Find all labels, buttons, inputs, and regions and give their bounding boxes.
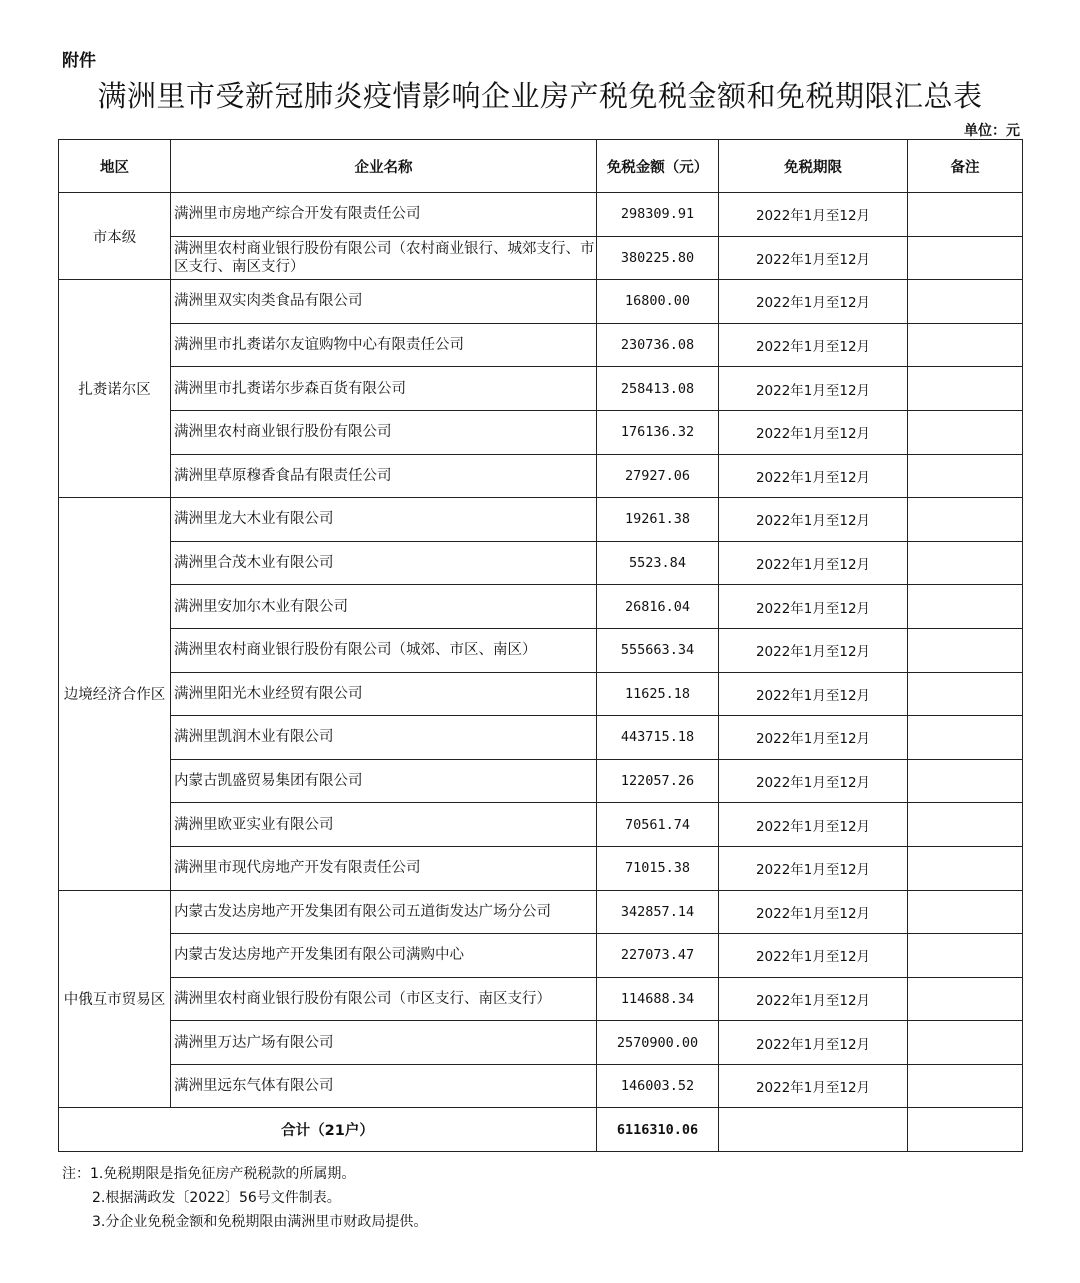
region-cell: 扎赉诺尔区 [59,280,171,498]
remark-cell [908,716,1023,760]
table-row [59,280,1023,324]
total-remark [908,1108,1023,1152]
period-cell: 2022年1月至12月 [719,759,908,803]
company-name-cell: 满洲里市扎赉诺尔友谊购物中心有限责任公司 [171,323,597,367]
company-name-cell: 满洲里龙大木业有限公司 [171,498,597,542]
company-name-cell: 满洲里市扎赉诺尔步森百货有限公司 [171,367,597,411]
table-row [59,323,1023,367]
table-row [59,585,1023,629]
amount-cell: 70561.74 [597,803,719,847]
table-row [59,410,1023,454]
amount-cell: 71015.38 [597,846,719,890]
table-row [59,541,1023,585]
table-body [59,193,1023,1108]
period-cell: 2022年1月至12月 [719,585,908,629]
company-name-cell: 满洲里农村商业银行股份有限公司（农村商业银行、城郊支行、市区支行、南区支行） [171,236,597,280]
remark-cell [908,280,1023,324]
note-2: 2.根据满政发〔2022〕56号文件制表。 [92,1190,341,1206]
company-name-cell: 满洲里市房地产综合开发有限责任公司 [171,193,597,237]
company-name-cell: 满洲里阳光木业经贸有限公司 [171,672,597,716]
table-row [59,193,1023,237]
company-name-cell: 内蒙古发达房地产开发集团有限公司满购中心 [171,934,597,978]
period-cell: 2022年1月至12月 [719,846,908,890]
company-name-cell: 满洲里农村商业银行股份有限公司 [171,410,597,454]
remark-cell [908,672,1023,716]
remark-cell [908,1064,1023,1108]
company-name-cell: 满洲里双实肉类食品有限公司 [171,280,597,324]
remark-cell [908,846,1023,890]
table-row [59,1021,1023,1065]
table-row [59,977,1023,1021]
table-row [59,454,1023,498]
amount-cell: 11625.18 [597,672,719,716]
remark-cell [908,323,1023,367]
company-name-cell: 满洲里安加尔木业有限公司 [171,585,597,629]
header-name: 企业名称 [171,140,597,193]
amount-cell: 443715.18 [597,716,719,760]
period-cell: 2022年1月至12月 [719,672,908,716]
period-cell: 2022年1月至12月 [719,716,908,760]
period-cell: 2022年1月至12月 [719,193,908,237]
remark-cell [908,367,1023,411]
amount-cell: 19261.38 [597,498,719,542]
document-title: 满洲里市受新冠肺炎疫情影响企业房产税免税金额和免税期限汇总表 [97,79,983,113]
period-cell: 2022年1月至12月 [719,803,908,847]
table-row [59,628,1023,672]
period-cell: 2022年1月至12月 [719,454,908,498]
remark-cell [908,498,1023,542]
amount-cell: 298309.91 [597,193,719,237]
remark-cell [908,193,1023,237]
amount-cell: 146003.52 [597,1064,719,1108]
company-name-cell: 满洲里市现代房地产开发有限责任公司 [171,846,597,890]
period-cell: 2022年1月至12月 [719,628,908,672]
region-cell: 中俄互市贸易区 [59,890,171,1108]
amount-cell: 122057.26 [597,759,719,803]
period-cell: 2022年1月至12月 [719,890,908,934]
period-cell: 2022年1月至12月 [719,498,908,542]
company-name-cell: 满洲里欧亚实业有限公司 [171,803,597,847]
amount-cell: 27927.06 [597,454,719,498]
company-name-cell: 满洲里农村商业银行股份有限公司（市区支行、南区支行） [171,977,597,1021]
table-row [59,236,1023,280]
period-cell: 2022年1月至12月 [719,1021,908,1065]
period-cell: 2022年1月至12月 [719,934,908,978]
company-name-cell: 满洲里远东气体有限公司 [171,1064,597,1108]
company-name-cell: 满洲里万达广场有限公司 [171,1021,597,1065]
company-name-cell: 满洲里农村商业银行股份有限公司（城郊、市区、南区） [171,628,597,672]
period-cell: 2022年1月至12月 [719,541,908,585]
attachment-label: 附件 [62,51,96,71]
table-row [59,367,1023,411]
period-cell: 2022年1月至12月 [719,323,908,367]
remark-cell [908,759,1023,803]
remark-cell [908,236,1023,280]
period-cell: 2022年1月至12月 [719,236,908,280]
table-row [59,672,1023,716]
header-remark: 备注 [908,140,1023,193]
amount-cell: 380225.80 [597,236,719,280]
table-row [59,890,1023,934]
note-3: 3.分企业免税金额和免税期限由满洲里市财政局提供。 [92,1214,428,1230]
remark-cell [908,454,1023,498]
company-name-cell: 内蒙古发达房地产开发集团有限公司五道街发达广场分公司 [171,890,597,934]
amount-cell: 230736.08 [597,323,719,367]
remark-cell [908,803,1023,847]
table-row [59,846,1023,890]
remark-cell [908,977,1023,1021]
amount-cell: 16800.00 [597,280,719,324]
table-row [59,759,1023,803]
company-name-cell: 满洲里合茂木业有限公司 [171,541,597,585]
region-cell: 市本级 [59,193,171,280]
period-cell: 2022年1月至12月 [719,1064,908,1108]
amount-cell: 258413.08 [597,367,719,411]
remark-cell [908,890,1023,934]
total-amount: 6116310.06 [597,1108,719,1152]
period-cell: 2022年1月至12月 [719,367,908,411]
total-label: 合计（21户） [59,1108,597,1152]
remark-cell [908,1021,1023,1065]
amount-cell: 26816.04 [597,585,719,629]
note-1: 注：1.免税期限是指免征房产税税款的所属期。 [62,1166,356,1182]
amount-cell: 114688.34 [597,977,719,1021]
unit-label: 单位：元 [964,123,1020,139]
table-row [59,803,1023,847]
amount-cell: 2570900.00 [597,1021,719,1065]
remark-cell [908,410,1023,454]
table-row [59,498,1023,542]
table-row [59,934,1023,978]
company-name-cell: 满洲里草原穆香食品有限责任公司 [171,454,597,498]
notes [62,1162,427,1234]
period-cell: 2022年1月至12月 [719,280,908,324]
period-cell: 2022年1月至12月 [719,410,908,454]
total-period [719,1108,908,1152]
table-row [59,1064,1023,1108]
summary-table [58,139,1023,1152]
remark-cell [908,541,1023,585]
header-period: 免税期限 [719,140,908,193]
amount-cell: 555663.34 [597,628,719,672]
remark-cell [908,628,1023,672]
company-name-cell: 内蒙古凯盛贸易集团有限公司 [171,759,597,803]
amount-cell: 5523.84 [597,541,719,585]
total-row [59,1108,1023,1152]
header-row [59,140,1023,193]
company-name-cell: 满洲里凯润木业有限公司 [171,716,597,760]
header-region: 地区 [59,140,171,193]
amount-cell: 342857.14 [597,890,719,934]
amount-cell: 176136.32 [597,410,719,454]
amount-cell: 227073.47 [597,934,719,978]
region-cell: 边境经济合作区 [59,498,171,890]
period-cell: 2022年1月至12月 [719,977,908,1021]
table-row [59,716,1023,760]
header-amount: 免税金额（元） [597,140,719,193]
remark-cell [908,934,1023,978]
remark-cell [908,585,1023,629]
